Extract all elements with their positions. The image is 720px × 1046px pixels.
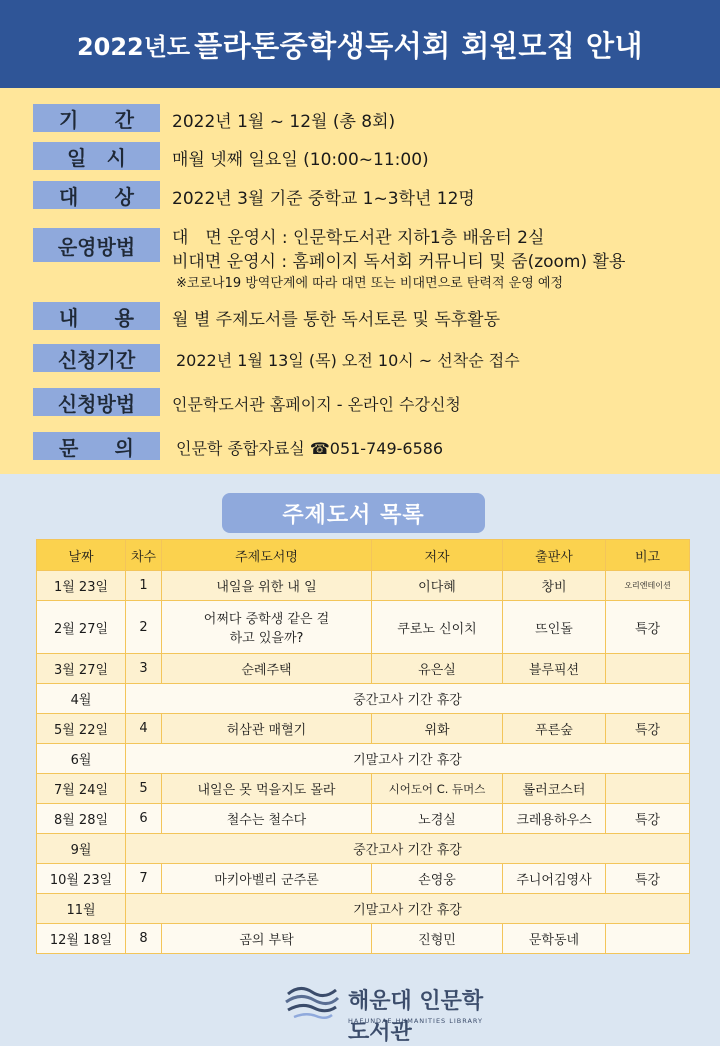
target-label: 대 상 bbox=[33, 181, 160, 209]
col-no: 차수 bbox=[126, 540, 162, 571]
col-title: 주제도서명 bbox=[162, 540, 372, 571]
wave-logo-icon bbox=[284, 980, 340, 1020]
content-value: 월 별 주제도서를 통한 독서토론 및 독후활동 bbox=[172, 310, 501, 330]
apply-period-label: 신청기간 bbox=[33, 344, 160, 372]
table-header-row bbox=[37, 540, 690, 571]
phone-icon: ☎ bbox=[309, 439, 330, 458]
operation-line-2: 비대면 운영시 : 홈페이지 독서회 커뮤니티 및 줌(zoom) 활용 bbox=[172, 252, 626, 272]
page-title: 플라톤중학생독서회 회원모집 안내 bbox=[194, 28, 644, 63]
page-header bbox=[0, 0, 720, 88]
booklist-table bbox=[36, 539, 690, 954]
table-row: 3월 27일 3 순례주택 유은실 블루픽션 bbox=[37, 654, 690, 684]
period-value: 2022년 1월 ~ 12월 (총 8회) bbox=[172, 112, 396, 132]
booklist-title: 주제도서 목록 bbox=[222, 493, 485, 533]
col-date: 날짜 bbox=[37, 540, 126, 571]
apply-period-value: 2022년 1월 13일 (목) 오전 10시 ~ 선착순 접수 bbox=[176, 351, 520, 370]
apply-method-label: 신청방법 bbox=[33, 388, 160, 416]
table-row: 11월 기말고사 기간 휴강 bbox=[37, 894, 690, 924]
period-label: 기 간 bbox=[33, 104, 160, 132]
table-row: 7월 24일 5 내일은 못 먹을지도 몰라 시어도어 C. 듀머스 롤러코스터 bbox=[37, 774, 690, 804]
library-logo bbox=[284, 976, 494, 1045]
apply-method-value: 인문학도서관 홈페이지 - 온라인 수강신청 bbox=[172, 395, 461, 414]
library-name: 해운대 인문학도서관 bbox=[348, 989, 484, 1045]
library-english-name: HAEUNDAE HUMANITIES LIBRARY bbox=[348, 1017, 484, 1025]
col-author: 저자 bbox=[372, 540, 503, 571]
inquiry-value: 인문학 종합자료실 ☎051-749-6586 bbox=[176, 439, 444, 458]
table-row: 8월 28일 6 철수는 철수다 노경실 크레용하우스 특강 bbox=[37, 804, 690, 834]
table-row: 10월 23일 7 마키아벨리 군주론 손영웅 주니어김영사 특강 bbox=[37, 864, 690, 894]
content-label: 내 용 bbox=[33, 302, 160, 330]
table-row: 2월 27일 2 어쩌다 중학생 같은 걸 하고 있을까? 쿠로노 신이치 뜨인돌 특강 bbox=[37, 601, 690, 654]
operation-label: 운영방법 bbox=[33, 228, 160, 262]
header-year: 2022년도 bbox=[76, 32, 191, 61]
datetime-value: 매월 넷째 일요일 (10:00~11:00) bbox=[172, 150, 429, 170]
table-row: 4월 중간고사 기간 휴강 bbox=[37, 684, 690, 714]
inquiry-label: 문 의 bbox=[33, 432, 160, 460]
table-row: 9월 중간고사 기간 휴강 bbox=[37, 834, 690, 864]
operation-line-1: 대 면 운영시 : 인문학도서관 지하1층 배움터 2실 bbox=[172, 228, 545, 248]
table-row: 5월 22일 4 허삼관 매혈기 위화 푸른숲 특강 bbox=[37, 714, 690, 744]
table-row: 6월 기말고사 기간 휴강 bbox=[37, 744, 690, 774]
phone-number: 051-749-6586 bbox=[329, 439, 444, 458]
target-value: 2022년 3월 기준 중학교 1~3학년 12명 bbox=[172, 189, 475, 209]
datetime-label: 일 시 bbox=[33, 142, 160, 170]
operation-note: ※코로나19 방역단계에 따라 대면 또는 비대면으로 탄력적 운영 예정 bbox=[176, 276, 564, 291]
col-publisher: 출판사 bbox=[503, 540, 606, 571]
table-row: 12월 18일 8 곰의 부탁 진형민 문학동네 bbox=[37, 924, 690, 954]
col-note: 비고 bbox=[606, 540, 690, 571]
table-row: 1월 23일 1 내일을 위한 내 일 이다혜 창비 오리엔테이션 bbox=[37, 571, 690, 601]
